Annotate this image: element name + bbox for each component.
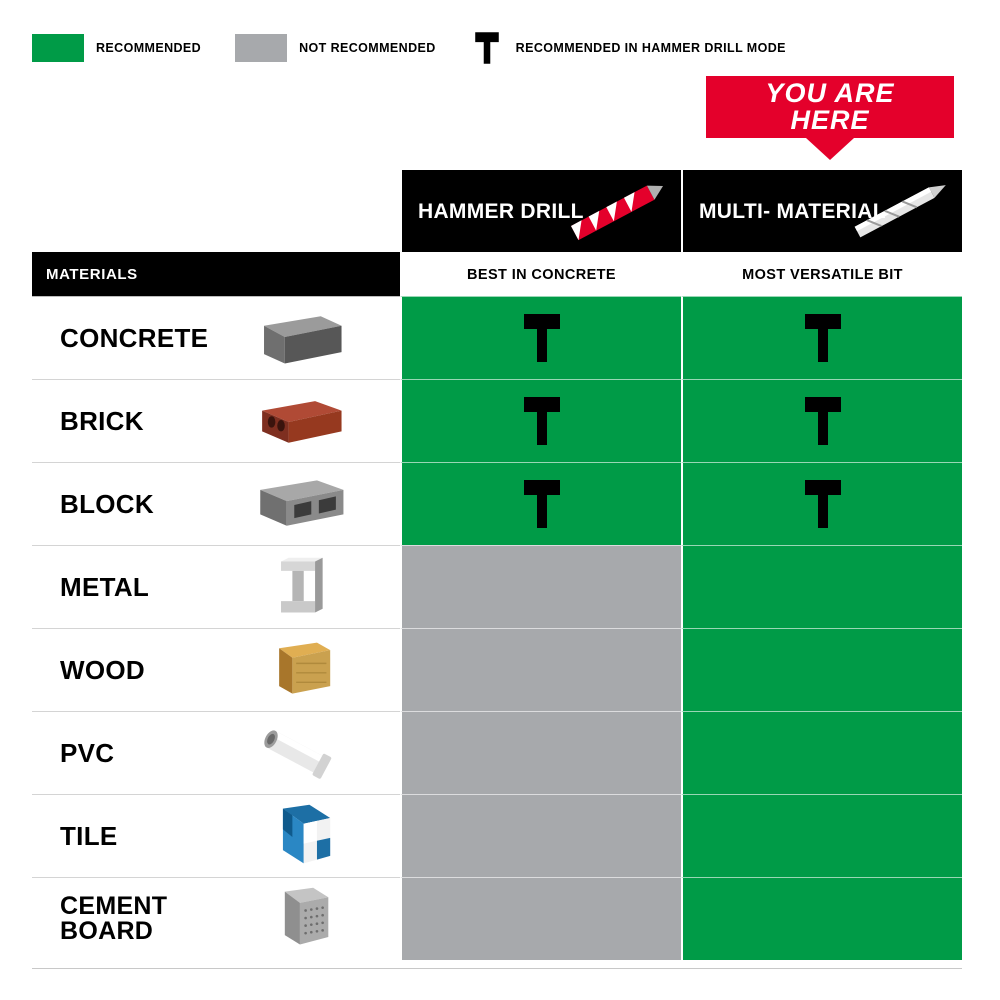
cell-multi-material-block <box>681 462 962 545</box>
legend <box>32 32 820 64</box>
cement-board-icon <box>244 882 354 956</box>
material-label: CEMENT BOARD <box>60 892 168 945</box>
material-label: METAL <box>60 572 150 602</box>
material-cell-brick <box>32 379 400 462</box>
cell-multi-material-tile <box>681 794 962 877</box>
subtitle-hammer-drill-label: BEST IN CONCRETE <box>467 266 616 283</box>
concrete-block-icon <box>244 301 354 375</box>
table-row <box>32 462 962 545</box>
header-spacer <box>32 170 400 252</box>
cell-hammer-drill-cement-board <box>400 877 681 960</box>
column-header-hammer-drill <box>400 170 681 252</box>
green-swatch-icon <box>32 34 84 62</box>
brick-icon <box>244 384 354 458</box>
material-label: CONCRETE <box>60 323 209 353</box>
subtitle-multi-material <box>681 252 962 296</box>
material-cell-concrete <box>32 296 400 379</box>
material-cell-metal <box>32 545 400 628</box>
table-row <box>32 794 962 877</box>
grey-swatch-icon <box>235 34 287 62</box>
column-header-multi-material-title: MULTI- MATERIAL <box>699 199 886 223</box>
subtitle-multi-material-label: MOST VERSATILE BIT <box>742 266 903 283</box>
legend-label-recommended: RECOMMENDED <box>96 41 202 55</box>
callout-line-1: YOU ARE <box>765 78 895 108</box>
cell-hammer-drill-tile <box>400 794 681 877</box>
cell-hammer-drill-metal <box>400 545 681 628</box>
material-cell-wood <box>32 628 400 711</box>
material-label: TILE <box>60 821 118 851</box>
table-row <box>32 711 962 794</box>
legend-item-hammer-mode <box>470 32 786 64</box>
cell-multi-material-wood <box>681 628 962 711</box>
hammer-icon <box>470 32 504 64</box>
material-cell-pvc <box>32 711 400 794</box>
cell-multi-material-brick <box>681 379 962 462</box>
you-are-here-callout <box>706 76 954 138</box>
table-row <box>32 296 962 379</box>
wood-block-icon <box>244 633 354 707</box>
cell-multi-material-metal <box>681 545 962 628</box>
cell-hammer-drill-block <box>400 462 681 545</box>
bottom-divider <box>32 968 962 969</box>
material-label: BLOCK <box>60 489 154 519</box>
table-row <box>32 379 962 462</box>
column-header-multi-material <box>681 170 962 252</box>
pvc-pipe-icon <box>244 716 354 790</box>
cell-multi-material-concrete <box>681 296 962 379</box>
legend-label-not-recommended: NOT RECOMMENDED <box>299 41 436 55</box>
material-label: WOOD <box>60 655 145 685</box>
tile-icon <box>244 799 354 873</box>
table-header-products <box>32 170 962 252</box>
steel-beam-icon <box>244 550 354 624</box>
material-label: BRICK <box>60 406 144 436</box>
material-label: PVC <box>60 738 115 768</box>
legend-label-hammer-mode: RECOMMENDED IN HAMMER DRILL MODE <box>515 41 786 55</box>
subtitle-hammer-drill <box>400 252 681 296</box>
table-row <box>32 877 962 960</box>
column-header-hammer-drill-title: HAMMER DRILL <box>418 199 584 223</box>
table-row <box>32 545 962 628</box>
callout-line-2: HERE <box>790 105 870 135</box>
cell-multi-material-cement-board <box>681 877 962 960</box>
cell-hammer-drill-wood <box>400 628 681 711</box>
materials-header <box>32 252 400 296</box>
legend-item-not-recommended <box>235 34 436 62</box>
material-cell-tile <box>32 794 400 877</box>
table-row <box>32 628 962 711</box>
table-header-subtitles <box>32 252 962 296</box>
cell-multi-material-pvc <box>681 711 962 794</box>
cinder-block-icon <box>244 467 354 541</box>
material-cell-block <box>32 462 400 545</box>
legend-item-recommended <box>32 34 201 62</box>
material-cell-cement-board <box>32 877 400 960</box>
cell-hammer-drill-brick <box>400 379 681 462</box>
cell-hammer-drill-pvc <box>400 711 681 794</box>
compatibility-table <box>32 170 962 960</box>
materials-header-label: MATERIALS <box>46 265 138 283</box>
cell-hammer-drill-concrete <box>400 296 681 379</box>
callout-arrow-icon <box>806 138 854 160</box>
